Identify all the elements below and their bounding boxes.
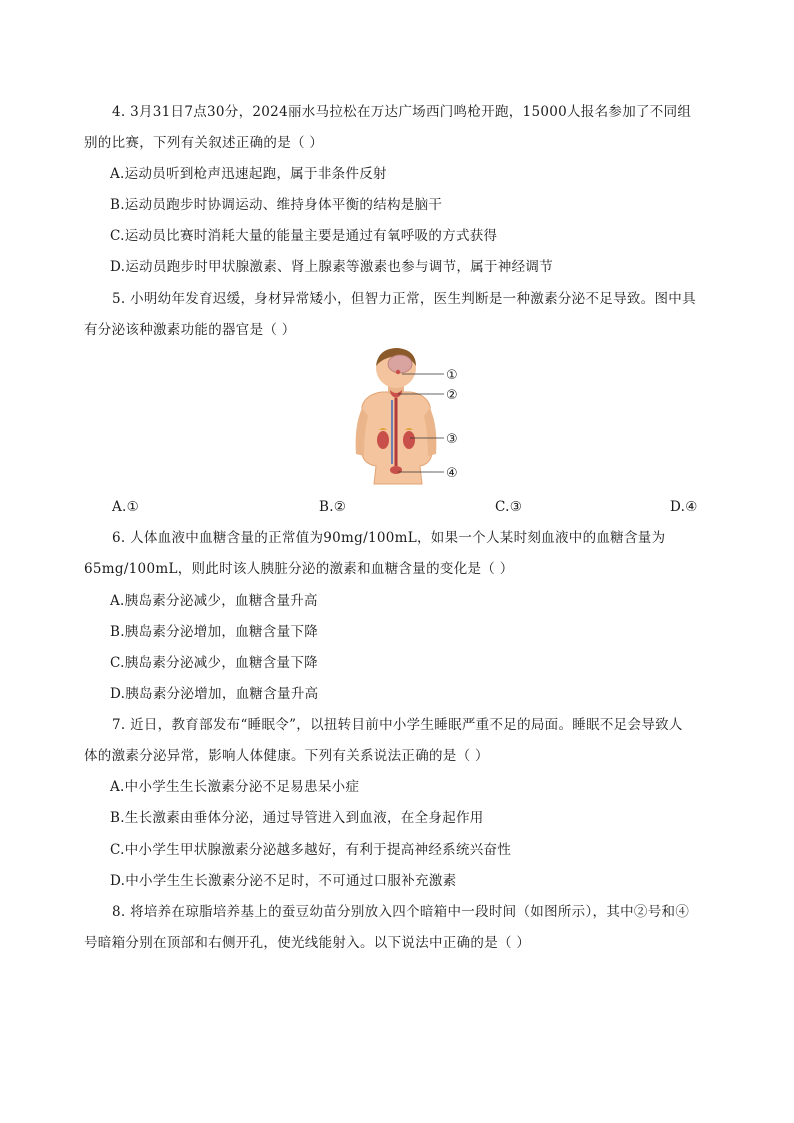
q5-option-d: D.④: [670, 499, 698, 515]
q7-option-b: B.生长激素由垂体分泌，通过导管进入到血液，在全身起作用: [110, 810, 484, 826]
q6-option-b: B.胰岛素分泌增加，血糖含量下降: [110, 624, 319, 640]
q7-option-a: A.中小学生生长激素分泌不足易患呆小症: [110, 779, 360, 795]
q6-option-a: A.胰岛素分泌减少，血糖含量升高: [110, 593, 318, 609]
figure-label-2: ②: [446, 388, 458, 403]
q5-option-c: C.③: [495, 499, 523, 515]
q4-option-d: D.运动员跑步时甲状腺激素、肾上腺素等激素也参与调节，属于神经调节: [110, 259, 554, 275]
q4-stem-line2: 别的比赛，下列有关叙述正确的是（ ）: [84, 135, 324, 151]
q4-stem-line1: 4. 3月31日7点30分，2024丽水马拉松在万达广场西门鸣枪开跑，15000人报名参加了不同组: [112, 104, 692, 120]
figure-label-3: ③: [446, 432, 458, 447]
q5-stem-line2: 有分泌该种激素功能的器官是（ ）: [84, 322, 296, 338]
q5-stem-line1: 5. 小明幼年发育迟缓，身材异常矮小，但智力正常，医生判断是一种激素分泌不足导致。图中具: [112, 291, 696, 307]
q4-option-b: B.运动员跑步时协调运动、维持身体平衡的结构是脑干: [110, 197, 443, 213]
human-endocrine-figure: [352, 346, 472, 488]
q7-option-c: C.中小学生甲状腺激素分泌越多越好，有利于提高神经系统兴奋性: [110, 842, 512, 858]
q5-option-a: A.①: [112, 499, 140, 515]
figure-label-4: ④: [446, 466, 458, 481]
figure-label-1: ①: [446, 368, 458, 383]
q6-option-c: C.胰岛素分泌减少，血糖含量下降: [110, 655, 318, 671]
q6-stem-line1: 6. 人体血液中血糖含量的正常值为90mg/100mL，如果一个人某时刻血液中的血糖含量为: [112, 530, 666, 546]
q8-stem-line2: 号暗箱分别在顶部和右侧开孔，使光线能射入。以下说法中正确的是（ ）: [84, 935, 531, 951]
child-body-diagram: [352, 346, 472, 488]
q4-option-a: A.运动员听到枪声迅速起跑，属于非条件反射: [110, 166, 387, 182]
q5-option-b: B.②: [319, 499, 347, 515]
q7-stem-line1: 7. 近日，教育部发布“睡眠令”，以扭转目前中小学生睡眠严重不足的局面。睡眠不足会导致人: [112, 717, 683, 733]
q6-option-d: D.胰岛素分泌增加，血糖含量升高: [110, 686, 319, 702]
q8-stem-line1: 8. 将培养在琼脂培养基上的蚕豆幼苗分别放入四个暗箱中一段时间（如图所示），其中②号和④: [112, 904, 690, 920]
q7-stem-line2: 体的激素分泌异常，影响人体健康。下列有关系说法正确的是（ ）: [84, 748, 489, 764]
q6-stem-line2: 65mg/100mL，则此时该人胰脏分泌的激素和血糖含量的变化是（ ）: [84, 561, 514, 577]
q7-option-d: D.中小学生生长激素分泌不足时，不可通过口服补充激素: [110, 873, 457, 889]
q4-option-c: C.运动员比赛时消耗大量的能量主要是通过有氧呼吸的方式获得: [110, 228, 498, 244]
